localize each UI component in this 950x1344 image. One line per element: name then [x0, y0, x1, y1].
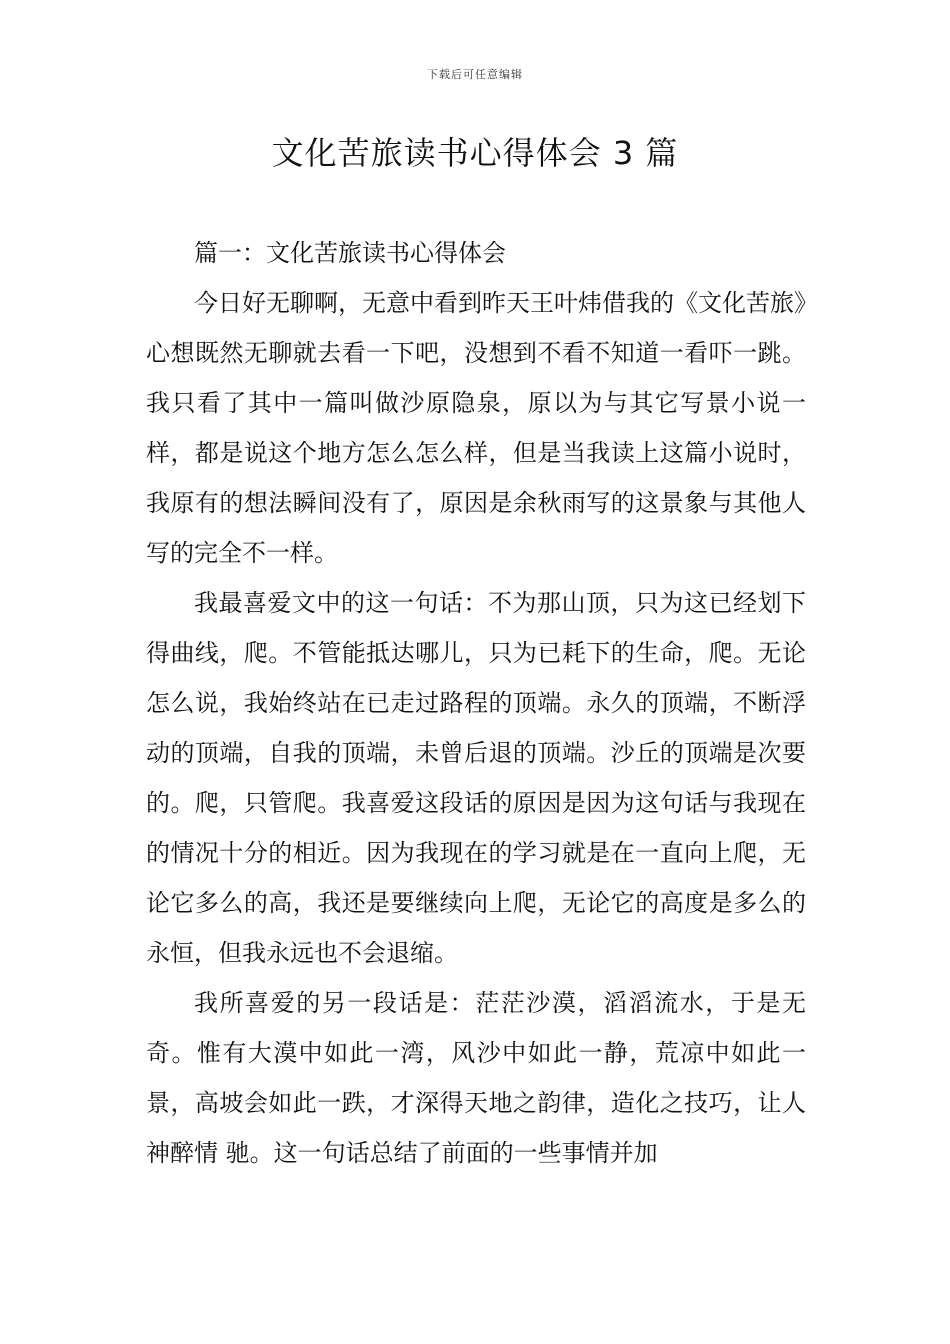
document-body	[146, 228, 806, 1178]
document-title: 文化苦旅读书心得体会 3 篇	[271, 134, 679, 172]
paragraph: 我所喜爱的另一段话是：茫茫沙漠，滔滔流水，于是无奇。惟有大漠中如此一湾，风沙中如此一静，荒凉中如此一景，高坡会如此一跌，才深得天地之韵律，造化之技巧，让人神醉情 驰。这一句话总结了前面的一些事情并加	[146, 989, 806, 1167]
paragraph: 今日好无聊啊，无意中看到昨天王叶炜借我的《文化苦旅》心想既然无聊就去看一下吧，没想到不看不知道一看吓一跳。我只看了其中一篇叫做沙原隐泉，原以为与其它写景小说一样，都是说这个地方怎么怎么样，但是当我读上这篇小说时，我原有的想法瞬间没有了，原因是余秋雨写的这景象与其他人写的完全不一样。	[146, 289, 806, 567]
header-note: 下载后可任意编辑	[427, 68, 523, 81]
section-heading: 篇一：文化苦旅读书心得体会	[194, 239, 506, 267]
paragraph: 我最喜爱文中的这一句话：不为那山顶，只为这已经划下得曲线，爬。不管能抵达哪儿，只为已耗下的生命，爬。无论怎么说，我始终站在已走过路程的顶端。永久的顶端，不断浮动的顶端，自我的顶端，未曾后退的顶端。沙丘的顶端是次要的。爬，只管爬。我喜爱这段话的原因是因为这句话与我现在的情况十分的相近。因为我现在的学习就是在一直向上爬，无论它多么的高，我还是要继续向上爬，无论它的高度是多么的永恒，但我永远也不会退缩。	[146, 589, 806, 967]
